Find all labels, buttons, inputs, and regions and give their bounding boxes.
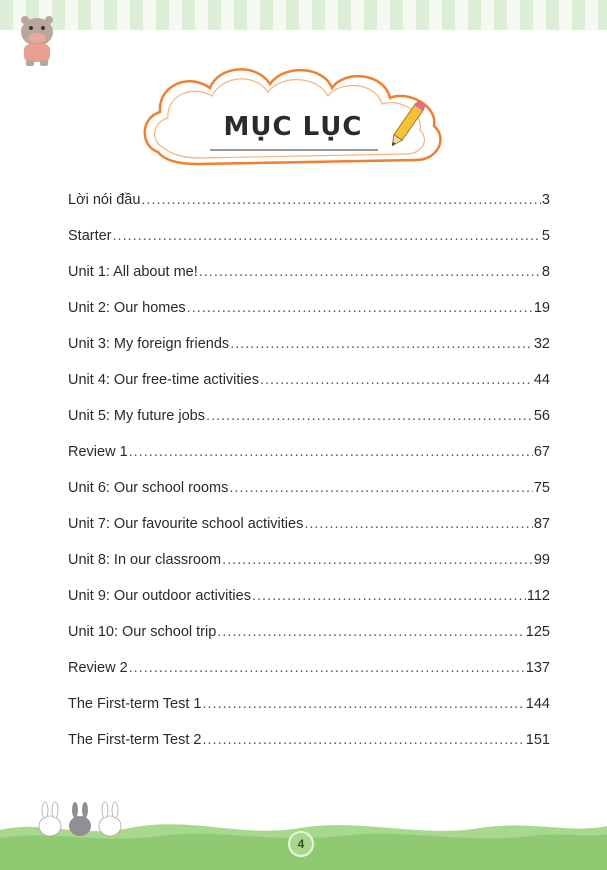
toc-entry-title: The First-term Test 2 [68, 732, 202, 748]
toc-entry [68, 222, 550, 258]
toc-entry [68, 402, 550, 438]
hippo-icon [14, 12, 60, 68]
toc-entry [68, 690, 550, 726]
toc-dot-leader [202, 726, 524, 754]
toc-entry-title: Unit 10: Our school trip [68, 624, 217, 640]
toc-entry-page: 3 [541, 192, 550, 208]
toc-entry [68, 510, 550, 546]
toc-dot-leader [260, 366, 533, 394]
toc-dot-leader [206, 402, 533, 430]
toc-entry [68, 366, 550, 402]
toc-entry-title: Lời nói đầu [68, 192, 141, 208]
toc-entry-title: Unit 8: In our classroom [68, 552, 222, 568]
toc-entry-page: 67 [533, 444, 550, 460]
toc-entry-page: 8 [541, 264, 550, 280]
toc-entry-title: Unit 7: Our favourite school activities [68, 516, 304, 532]
toc-entry-title: The First-term Test 1 [68, 696, 202, 712]
toc-entry [68, 330, 550, 366]
toc-entry [68, 258, 550, 294]
toc-entry [68, 618, 550, 654]
toc-dot-leader [129, 438, 533, 466]
toc-dot-leader [230, 330, 533, 358]
toc-dot-leader [229, 474, 532, 502]
toc-entry-title: Starter [68, 228, 112, 244]
toc-entry-title: Review 1 [68, 444, 128, 460]
toc-entry-page: 112 [526, 588, 550, 604]
toc-entry-title: Unit 6: Our school rooms [68, 480, 229, 496]
top-decorative-strip [0, 0, 607, 30]
toc-entry-page: 87 [533, 516, 550, 532]
toc-entry-title: Unit 5: My future jobs [68, 408, 205, 424]
toc-entry-page: 125 [525, 624, 550, 640]
toc-entry-page: 151 [525, 732, 550, 748]
toc-entry-title: Unit 2: Our homes [68, 300, 186, 316]
toc-dot-leader [187, 294, 533, 322]
toc-entry [68, 546, 550, 582]
toc-entry-page: 56 [533, 408, 550, 424]
toc-dot-leader [252, 582, 526, 610]
toc-dot-leader [202, 690, 524, 718]
toc-entry [68, 726, 550, 762]
toc-dot-leader [304, 510, 533, 538]
toc-entry [68, 294, 550, 330]
toc-entry [68, 186, 550, 222]
page-title: MỤC LỤC [223, 112, 363, 142]
toc-entry-page: 137 [525, 660, 550, 676]
toc-entry [68, 474, 550, 510]
toc-dot-leader [199, 258, 541, 286]
toc-entry-page: 99 [533, 552, 550, 568]
toc-entry [68, 654, 550, 690]
toc-entry-title: Review 2 [68, 660, 128, 676]
toc-dot-leader [217, 618, 525, 646]
bunnies-icon [34, 800, 130, 838]
toc-entry-page: 44 [533, 372, 550, 388]
pencil-icon [384, 98, 428, 154]
toc-entry-title: Unit 1: All about me! [68, 264, 198, 280]
toc-entry [68, 582, 550, 618]
table-of-contents [68, 186, 550, 762]
toc-entry-page: 5 [541, 228, 550, 244]
toc-dot-leader [113, 222, 541, 250]
toc-entry-title: Unit 3: My foreign friends [68, 336, 230, 352]
toc-dot-leader [222, 546, 533, 574]
toc-entry [68, 438, 550, 474]
toc-entry-title: Unit 4: Our free-time activities [68, 372, 259, 388]
toc-dot-leader [141, 186, 541, 214]
page-number-badge: 4 [288, 831, 314, 857]
toc-entry-title: Unit 9: Our outdoor activities [68, 588, 251, 604]
toc-entry-page: 32 [533, 336, 550, 352]
toc-entry-page: 75 [533, 480, 550, 496]
toc-entry-page: 19 [533, 300, 550, 316]
toc-dot-leader [129, 654, 525, 682]
toc-entry-page: 144 [525, 696, 550, 712]
